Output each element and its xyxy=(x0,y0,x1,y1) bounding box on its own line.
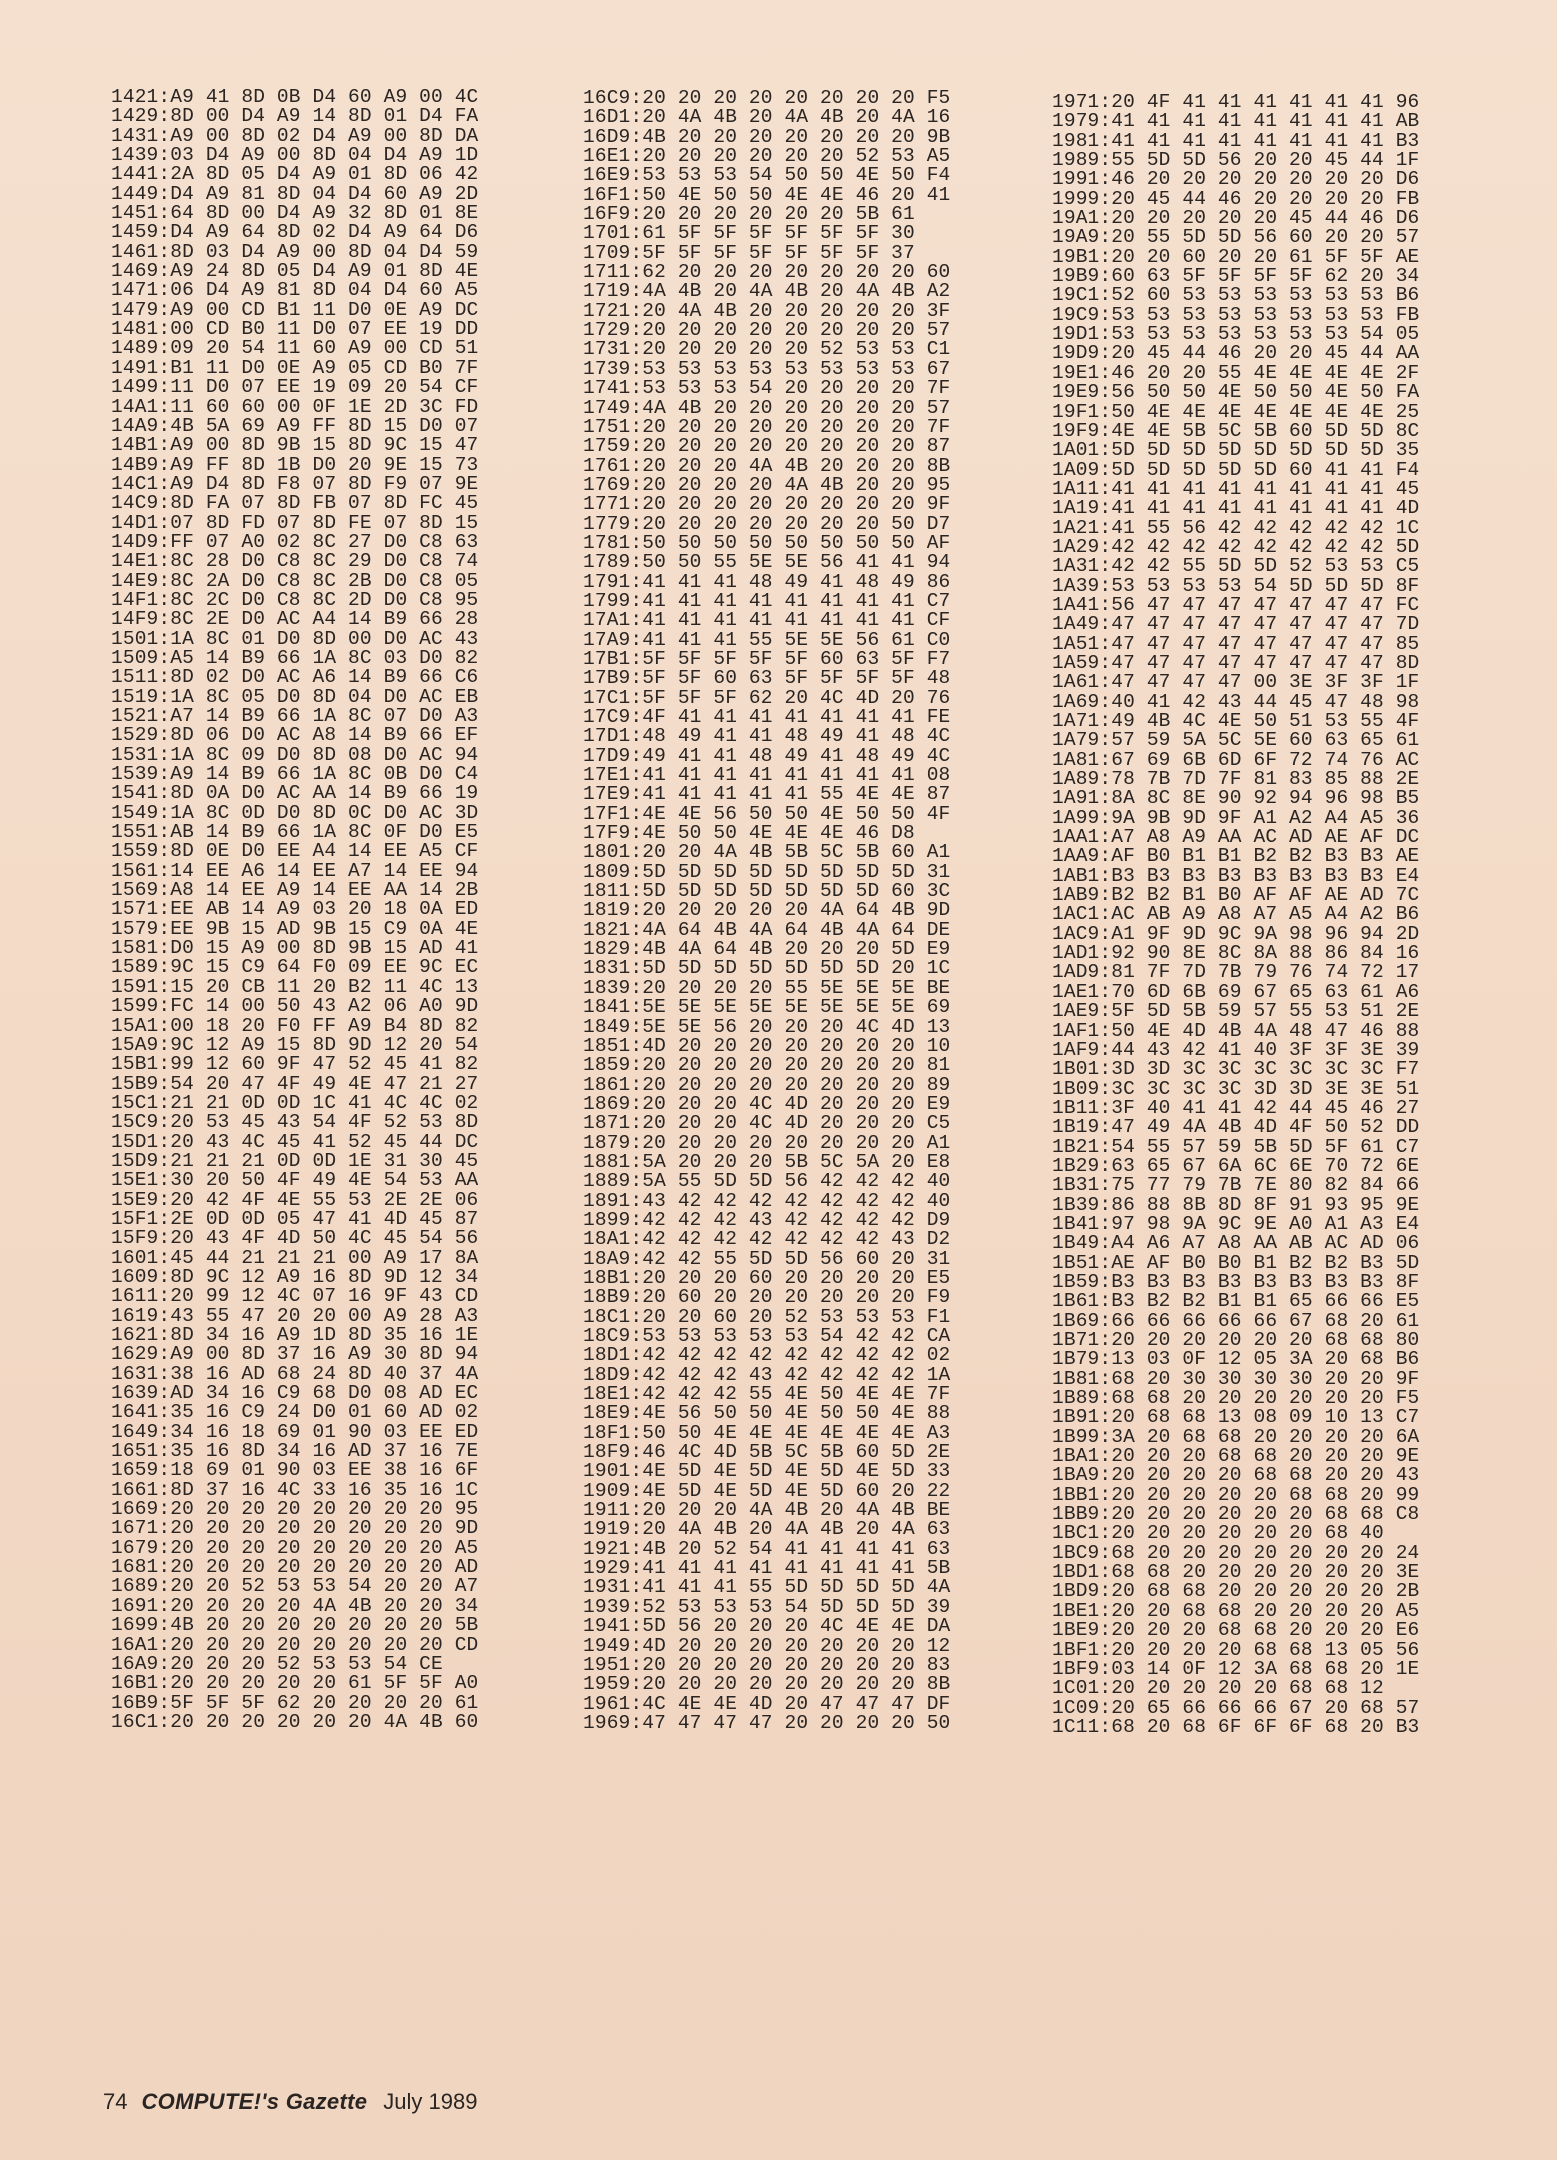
hex-listing-line: 1AF9:44 43 42 41 40 3F 3F 3E 39 xyxy=(1052,1038,1420,1061)
hex-listing-line: 1BD9:20 68 68 20 20 20 20 20 2B xyxy=(1052,1580,1420,1603)
hex-listing-line: 19F1:50 4E 4E 4E 4E 4E 4E 4E 25 xyxy=(1052,400,1420,423)
hex-listing-line: 1441:2A 8D 05 D4 A9 01 8D 06 42 xyxy=(111,163,479,186)
hex-listing-line: 1739:53 53 53 53 53 53 53 53 67 xyxy=(583,357,951,380)
hex-listing-line: 1B49:A4 A6 A7 A8 AA AB AC AD 06 xyxy=(1052,1232,1420,1255)
hex-listing-line: 1819:20 20 20 20 20 4A 64 4B 9D xyxy=(583,899,951,922)
hex-listing-line: 1B69:66 66 66 66 66 67 68 20 61 xyxy=(1052,1309,1420,1332)
hex-listing-line: 1BE1:20 20 68 68 20 20 20 20 A5 xyxy=(1052,1599,1420,1622)
hex-listing-line: 15B9:54 20 47 4F 49 4E 47 21 27 xyxy=(111,1072,479,1095)
hex-listing-line: 1861:20 20 20 20 20 20 20 20 89 xyxy=(583,1073,951,1096)
hex-listing-line: 1641:35 16 C9 24 D0 01 60 AD 02 xyxy=(111,1401,479,1424)
hex-listing-line: 1781:50 50 50 50 50 50 50 50 AF xyxy=(583,531,951,554)
hex-listing-line: 1C01:20 20 20 20 20 68 68 12 xyxy=(1052,1677,1384,1700)
hex-listing-line: 1A31:42 42 55 5D 5D 52 53 53 C5 xyxy=(1052,555,1420,578)
hex-listing-line: 1469:A9 24 8D 05 D4 A9 01 8D 4E xyxy=(111,260,479,283)
hex-listing-line: 14D9:FF 07 A0 02 8C 27 D0 C8 63 xyxy=(111,530,479,553)
hex-listing-line: 1799:41 41 41 41 41 41 41 41 C7 xyxy=(583,589,951,612)
hex-listing-line: 1899:42 42 42 43 42 42 42 42 D9 xyxy=(583,1208,951,1231)
hex-listing-line: 1631:38 16 AD 68 24 8D 40 37 4A xyxy=(111,1362,479,1385)
hex-listing-line: 1AE1:70 6D 6B 69 67 65 63 61 A6 xyxy=(1052,980,1420,1003)
hex-listing-line: 19B9:60 63 5F 5F 5F 5F 62 20 34 xyxy=(1052,265,1420,288)
hex-listing-line: 1AE9:5F 5D 5B 59 57 55 53 51 2E xyxy=(1052,1000,1420,1023)
hex-listing-line: 16E9:53 53 53 54 50 50 4E 50 F4 xyxy=(583,164,951,187)
hex-listing-line: 1769:20 20 20 20 4A 4B 20 20 95 xyxy=(583,473,951,496)
hex-listing-line: 1661:8D 37 16 4C 33 16 35 16 1C xyxy=(111,1478,479,1501)
hex-listing-line: 1851:4D 20 20 20 20 20 20 20 10 xyxy=(583,1034,951,1057)
hex-listing-line: 1881:5A 20 20 20 5B 5C 5A 20 E8 xyxy=(583,1150,951,1173)
hex-listing-line: 15C1:21 21 0D 0D 1C 41 4C 4C 02 xyxy=(111,1091,479,1114)
hex-listing-line: 1BB9:20 20 20 20 20 20 68 68 C8 xyxy=(1052,1503,1420,1526)
hex-listing-line: 1859:20 20 20 20 20 20 20 20 81 xyxy=(583,1054,951,1077)
hex-listing-line: 1BF9:03 14 0F 12 3A 68 68 20 1E xyxy=(1052,1657,1420,1680)
hex-listing-line: 19E1:46 20 20 55 4E 4E 4E 4E 2F xyxy=(1052,361,1420,384)
hex-listing-line: 1521:A7 14 B9 66 1A 8C 07 D0 A3 xyxy=(111,705,479,727)
hex-listing-line: 1971:20 4F 41 41 41 41 41 41 96 xyxy=(1052,91,1420,113)
hex-listing-line: 1491:B1 11 D0 0E A9 05 CD B0 7F xyxy=(111,356,479,379)
hex-listing-line: 1B79:13 03 0F 12 05 3A 20 68 B6 xyxy=(1052,1348,1420,1371)
hex-listing-line: 1B11:3F 40 41 41 42 44 45 46 27 xyxy=(1052,1096,1420,1119)
hex-listing-line: 1BB1:20 20 20 20 20 68 68 20 99 xyxy=(1052,1483,1420,1506)
hex-listing-line: 1671:20 20 20 20 20 20 20 20 9D xyxy=(111,1517,479,1540)
hex-listing-line: 1911:20 20 20 4A 4B 20 4A 4B BE xyxy=(583,1499,951,1522)
hex-listing-line: 1B51:AE AF B0 B0 B1 B2 B2 B3 5D xyxy=(1052,1251,1420,1274)
hex-listing-line: 1A89:78 7B 7D 7F 81 83 85 88 2E xyxy=(1052,768,1420,791)
hex-listing-line: 15B1:99 12 60 9F 47 52 45 41 82 xyxy=(111,1053,479,1076)
hex-listing-line: 15D1:20 43 4C 45 41 52 45 44 DC xyxy=(111,1130,479,1153)
hex-listing-line: 15D9:21 21 21 0D 0D 1E 31 30 45 xyxy=(111,1149,479,1172)
hex-listing-line: 1BC1:20 20 20 20 20 20 68 40 xyxy=(1052,1522,1384,1545)
hex-listing-line: 1AF1:50 4E 4D 4B 4A 48 47 46 88 xyxy=(1052,1019,1420,1042)
hex-listing-column-1 xyxy=(111,88,478,1732)
hex-listing-line: 1B39:86 88 8B 8D 8F 91 93 95 9E xyxy=(1052,1193,1420,1216)
hex-listing-line: 1AB9:B2 B2 B1 B0 AF AF AE AD 7C xyxy=(1052,884,1420,907)
hex-listing-line: 16D1:20 4A 4B 20 4A 4B 20 4A 16 xyxy=(583,106,951,129)
hex-listing-line: 1561:14 EE A6 14 EE A7 14 EE 94 xyxy=(111,859,479,882)
hex-listing-line: 1501:1A 8C 01 D0 8D 00 D0 AC 43 xyxy=(111,627,479,650)
hex-listing-line: 19A9:20 55 5D 5D 56 60 20 20 57 xyxy=(1052,226,1420,249)
hex-listing-line: 1A21:41 55 56 42 42 42 42 42 1C xyxy=(1052,516,1420,539)
hex-listing-line: 1809:5D 5D 5D 5D 5D 5D 5D 5D 31 xyxy=(583,860,951,883)
hex-listing-line: 16D9:4B 20 20 20 20 20 20 20 9B xyxy=(583,125,951,148)
hex-listing-line: 1719:4A 4B 20 4A 4B 20 4A 4B A2 xyxy=(583,280,951,303)
hex-listing-line: 18E1:42 42 42 55 4E 50 4E 4E 7F xyxy=(583,1383,951,1406)
hex-listing-line: 1869:20 20 20 4C 4D 20 20 20 E9 xyxy=(583,1092,951,1115)
hex-listing-line: 17E9:41 41 41 41 41 55 4E 4E 87 xyxy=(583,783,951,806)
hex-listing-line: 14A9:4B 5A 69 A9 FF 8D 15 D0 07 xyxy=(111,414,479,437)
hex-listing-line: 1B21:54 55 57 59 5B 5D 5F 61 C7 xyxy=(1052,1135,1420,1158)
hex-listing-line: 18E9:4E 56 50 50 4E 50 50 4E 88 xyxy=(583,1402,951,1425)
hex-listing-line: 1A61:47 47 47 47 00 3E 3F 3F 1F xyxy=(1052,671,1420,694)
hex-listing-line: 1901:4E 5D 4E 5D 4E 5D 4E 5D 33 xyxy=(583,1460,951,1483)
hex-listing-line: 19A1:20 20 20 20 20 45 44 46 D6 xyxy=(1052,207,1420,230)
hex-listing-line: 1539:A9 14 B9 66 1A 8C 0B D0 C4 xyxy=(111,763,479,786)
hex-listing-line: 1611:20 99 12 4C 07 16 9F 43 CD xyxy=(111,1285,479,1308)
hex-listing-line: 1751:20 20 20 20 20 20 20 20 7F xyxy=(583,415,951,438)
hex-listing-line: 1591:15 20 CB 11 20 B2 11 4C 13 xyxy=(111,975,479,998)
hex-listing-line: 1579:EE 9B 15 AD 9B 15 C9 0A 4E xyxy=(111,917,479,940)
hex-listing-line: 1791:41 41 41 48 49 41 48 49 86 xyxy=(583,570,951,593)
hex-listing-line: 1619:43 55 47 20 20 00 A9 28 A3 xyxy=(111,1304,479,1327)
hex-listing-line: 1A69:40 41 42 43 44 45 47 48 98 xyxy=(1052,690,1420,713)
hex-listing-line: 18A9:42 42 55 5D 5D 56 60 20 31 xyxy=(583,1247,951,1270)
hex-listing-line: 1759:20 20 20 20 20 20 20 20 87 xyxy=(583,435,951,458)
hex-listing-line: 19D1:53 53 53 53 53 53 53 54 05 xyxy=(1052,323,1420,346)
hex-listing-line: 1931:41 41 41 55 5D 5D 5D 5D 4A xyxy=(583,1576,951,1599)
hex-listing-line: 18A1:42 42 42 42 42 42 42 43 D2 xyxy=(583,1228,951,1251)
hex-listing-line: 1B19:47 49 4A 4B 4D 4F 50 52 DD xyxy=(1052,1116,1420,1139)
hex-listing-line: 1BD1:68 68 20 20 20 20 20 20 3E xyxy=(1052,1561,1420,1584)
hex-listing-line: 16F9:20 20 20 20 20 20 5B 61 xyxy=(583,203,915,226)
hex-listing-line: 1549:1A 8C 0D D0 8D 0C D0 AC 3D xyxy=(111,801,479,824)
hex-listing-line: 1909:4E 5D 4E 5D 4E 5D 60 20 22 xyxy=(583,1479,951,1502)
hex-listing-line: 1B09:3C 3C 3C 3C 3D 3D 3E 3E 51 xyxy=(1052,1077,1420,1100)
hex-listing-line: 1559:8D 0E D0 EE A4 14 EE A5 CF xyxy=(111,840,479,863)
hex-listing-line: 1961:4C 4E 4E 4D 20 47 47 47 DF xyxy=(583,1692,951,1715)
hex-listing-line: 1BA1:20 20 20 68 68 20 20 20 9E xyxy=(1052,1445,1420,1468)
hex-listing-line: 1A09:5D 5D 5D 5D 5D 60 41 41 F4 xyxy=(1052,458,1420,481)
hex-listing-line: 17D1:48 49 41 41 48 49 41 48 4C xyxy=(583,725,951,748)
hex-listing-line: 1B81:68 20 30 30 30 30 20 20 9F xyxy=(1052,1367,1420,1390)
hex-listing-line: 1841:5E 5E 5E 5E 5E 5E 5E 5E 69 xyxy=(583,996,951,1019)
hex-listing-line: 16F1:50 4E 50 50 4E 4E 46 20 41 xyxy=(583,183,951,206)
hex-listing-line: 1729:20 20 20 20 20 20 20 20 57 xyxy=(583,319,951,342)
hex-listing-line: 19E9:56 50 50 4E 50 50 4E 50 FA xyxy=(1052,381,1420,404)
hex-listing-line: 1951:20 20 20 20 20 20 20 20 83 xyxy=(583,1653,951,1676)
magazine-title: COMPUTE!'s Gazette xyxy=(141,2089,368,2114)
hex-listing-line: 18F1:50 50 4E 4E 4E 4E 4E 4E A3 xyxy=(583,1421,951,1444)
hex-listing-line: 1A29:42 42 42 42 42 42 42 42 5D xyxy=(1052,535,1420,558)
hex-listing-line: 1A41:56 47 47 47 47 47 47 47 FC xyxy=(1052,593,1420,616)
hex-listing-line: 1829:4B 4A 64 4B 20 20 20 5D E9 xyxy=(583,938,951,961)
hex-listing-line: 14E9:8C 2A D0 C8 8C 2B D0 C8 05 xyxy=(111,569,479,592)
hex-listing-line: 1B91:20 68 68 13 08 09 10 13 C7 xyxy=(1052,1406,1420,1429)
hex-listing-line: 1B71:20 20 20 20 20 20 68 68 80 xyxy=(1052,1329,1420,1351)
hex-listing-line: 1B01:3D 3D 3C 3C 3C 3C 3C 3C F7 xyxy=(1052,1058,1420,1081)
hex-listing-line: 1779:20 20 20 20 20 20 20 50 D7 xyxy=(583,512,951,535)
hex-listing-line: 1831:5D 5D 5D 5D 5D 5D 5D 20 1C xyxy=(583,957,951,980)
hex-listing-line: 1749:4A 4B 20 20 20 20 20 20 57 xyxy=(583,396,951,419)
hex-listing-line: 15A1:00 18 20 F0 FF A9 B4 8D 82 xyxy=(111,1014,479,1037)
hex-listing-line: 15A9:9C 12 A9 15 8D 9D 12 20 54 xyxy=(111,1033,479,1056)
hex-listing-line: 1AB1:B3 B3 B3 B3 B3 B3 B3 B3 E4 xyxy=(1052,864,1420,887)
hex-listing-line: 1701:61 5F 5F 5F 5F 5F 5F 30 xyxy=(583,222,915,245)
hex-listing-line: 1A11:41 41 41 41 41 41 41 41 45 xyxy=(1052,477,1420,500)
hex-listing-line: 1511:8D 02 D0 AC A6 14 B9 66 C6 xyxy=(111,666,479,689)
hex-listing-line: 1839:20 20 20 20 55 5E 5E 5E BE xyxy=(583,976,951,999)
hex-listing-line: 1991:46 20 20 20 20 20 20 20 D6 xyxy=(1052,168,1420,191)
hex-listing-line: 1691:20 20 20 20 4A 4B 20 20 34 xyxy=(111,1594,479,1617)
hex-listing-line: 1A01:5D 5D 5D 5D 5D 5D 5D 5D 35 xyxy=(1052,439,1420,462)
hex-listing-line: 1C09:20 65 66 66 66 67 20 68 57 xyxy=(1052,1696,1420,1719)
hex-listing-line: 16C1:20 20 20 20 20 20 4A 4B 60 xyxy=(111,1710,479,1733)
hex-listing-line: 14E1:8C 28 D0 C8 8C 29 D0 C8 74 xyxy=(111,550,479,573)
hex-listing-line: 19B1:20 20 60 20 20 61 5F 5F AE xyxy=(1052,245,1420,268)
hex-listing-line: 17F1:4E 4E 56 50 50 4E 50 50 4F xyxy=(583,802,951,825)
hex-listing-line: 1649:34 16 18 69 01 90 03 EE ED xyxy=(111,1420,479,1443)
hex-listing-line: 1541:8D 0A D0 AC AA 14 B9 66 19 xyxy=(111,782,479,805)
hex-listing-line: 1451:64 8D 00 D4 A9 32 8D 01 8E xyxy=(111,202,479,225)
hex-listing-line: 16B1:20 20 20 20 20 61 5F 5F A0 xyxy=(111,1672,479,1695)
hex-listing-line: 14B9:A9 FF 8D 1B D0 20 9E 15 73 xyxy=(111,453,479,476)
hex-listing-line: 1481:00 CD B0 11 D0 07 EE 19 DD xyxy=(111,318,479,341)
hex-listing-line: 14D1:07 8D FD 07 8D FE 07 8D 15 xyxy=(111,511,479,534)
hex-listing-line: 1689:20 20 52 53 53 54 20 20 A7 xyxy=(111,1575,479,1598)
hex-listing-line: 14C9:8D FA 07 8D FB 07 8D FC 45 xyxy=(111,492,479,515)
hex-listing-line: 1B89:68 68 20 20 20 20 20 20 F5 xyxy=(1052,1387,1420,1410)
hex-listing-line: 1AA9:AF B0 B1 B1 B2 B2 B3 B3 AE xyxy=(1052,845,1420,868)
hex-listing-line: 1BF1:20 20 20 20 68 68 13 05 56 xyxy=(1052,1638,1420,1661)
hex-listing-column-2 xyxy=(583,89,950,1733)
hex-listing-line: 1679:20 20 20 20 20 20 20 20 A5 xyxy=(111,1536,479,1559)
hex-listing-line: 1529:8D 06 D0 AC A8 14 B9 66 EF xyxy=(111,724,479,747)
hex-listing-line: 19C9:53 53 53 53 53 53 53 53 FB xyxy=(1052,303,1420,326)
hex-listing-line: 16C9:20 20 20 20 20 20 20 20 F5 xyxy=(583,87,951,109)
hex-listing-line: 1771:20 20 20 20 20 20 20 20 9F xyxy=(583,493,951,516)
hex-listing-line: 1B99:3A 20 68 68 20 20 20 20 6A xyxy=(1052,1425,1420,1448)
hex-listing-line: 1599:FC 14 00 50 43 A2 06 A0 9D xyxy=(111,995,479,1018)
hex-listing-line: 1AC1:AC AB A9 A8 A7 A5 A4 A2 B6 xyxy=(1052,903,1420,926)
hex-listing-line: 1AC9:A1 9F 9D 9C 9A 98 96 94 2D xyxy=(1052,922,1420,945)
hex-listing-line: 1941:5D 56 20 20 20 4C 4E 4E DA xyxy=(583,1615,951,1638)
hex-listing-line: 1BA9:20 20 20 20 68 68 20 20 43 xyxy=(1052,1464,1420,1487)
hex-listing-line: 1461:8D 03 D4 A9 00 8D 04 D4 59 xyxy=(111,240,479,263)
hex-listing-line: 1B31:75 77 79 7B 7E 80 82 84 66 xyxy=(1052,1174,1420,1197)
hex-listing-line: 1811:5D 5D 5D 5D 5D 5D 5D 60 3C xyxy=(583,880,951,903)
hex-listing-line: 17A9:41 41 41 55 5E 5E 56 61 C0 xyxy=(583,628,951,651)
hex-listing-line: 1889:5A 55 5D 5D 56 42 42 42 40 xyxy=(583,1170,951,1193)
hex-listing-line: 1A49:47 47 47 47 47 47 47 47 7D xyxy=(1052,613,1420,636)
hex-listing-line: 1629:A9 00 8D 37 16 A9 30 8D 94 xyxy=(111,1343,479,1366)
hex-listing-line: 1601:45 44 21 21 21 00 A9 17 8A xyxy=(111,1246,479,1269)
hex-listing-line: 1449:D4 A9 81 8D 04 D4 60 A9 2D xyxy=(111,182,479,205)
hex-listing-line: 1509:A5 14 B9 66 1A 8C 03 D0 82 xyxy=(111,646,479,669)
hex-listing-line: 1609:8D 9C 12 A9 16 8D 9D 12 34 xyxy=(111,1265,479,1288)
hex-listing-line: 15F1:2E 0D 0D 05 47 41 4D 45 87 xyxy=(111,1207,479,1230)
hex-listing-line: 1721:20 4A 4B 20 20 20 20 20 3F xyxy=(583,299,951,322)
hex-listing-line: 1919:20 4A 4B 20 4A 4B 20 4A 63 xyxy=(583,1518,951,1541)
hex-listing-line: 1A91:8A 8C 8E 90 92 94 96 98 B5 xyxy=(1052,787,1420,810)
hex-listing-line: 1669:20 20 20 20 20 20 20 20 95 xyxy=(111,1498,479,1521)
hex-listing-line: 1499:11 D0 07 EE 19 09 20 54 CF xyxy=(111,376,479,399)
hex-listing-line: 1849:5E 5E 56 20 20 20 4C 4D 13 xyxy=(583,1015,951,1038)
hex-listing-column-3 xyxy=(1052,93,1419,1737)
hex-listing-line: 1699:4B 20 20 20 20 20 20 20 5B xyxy=(111,1614,479,1637)
hex-listing-line: 16E1:20 20 20 20 20 20 52 53 A5 xyxy=(583,145,951,168)
hex-listing-line: 14F1:8C 2C D0 C8 8C 2D D0 C8 95 xyxy=(111,588,479,611)
hex-listing-line: 1AD1:92 90 8E 8C 8A 88 86 84 16 xyxy=(1052,942,1420,965)
hex-listing-line: 1969:47 47 47 47 20 20 20 20 50 xyxy=(583,1711,951,1734)
hex-listing-line: 1A19:41 41 41 41 41 41 41 41 4D xyxy=(1052,497,1420,520)
hex-listing-line: 1891:43 42 42 42 42 42 42 42 40 xyxy=(583,1189,951,1212)
hex-listing-line: 18C9:53 53 53 53 53 54 42 42 CA xyxy=(583,1325,951,1347)
hex-listing-line: 1939:52 53 53 53 54 5D 5D 5D 39 xyxy=(583,1595,951,1618)
hex-listing-line: 1571:EE AB 14 A9 03 20 18 0A ED xyxy=(111,898,479,921)
hex-listing-line: 1581:D0 15 A9 00 8D 9B 15 AD 41 xyxy=(111,937,479,960)
hex-listing-line: 1871:20 20 20 4C 4D 20 20 20 C5 xyxy=(583,1112,951,1135)
hex-listing-line: 1681:20 20 20 20 20 20 20 20 AD xyxy=(111,1556,479,1579)
hex-listing-line: 1949:4D 20 20 20 20 20 20 20 12 xyxy=(583,1634,951,1657)
hex-listing-line: 1439:03 D4 A9 00 8D 04 D4 A9 1D xyxy=(111,144,479,167)
hex-listing-line: 1B61:B3 B2 B2 B1 B1 65 66 66 E5 xyxy=(1052,1290,1420,1313)
hex-listing-line: 1801:20 20 4A 4B 5B 5C 5B 60 A1 xyxy=(583,841,951,864)
hex-listing-line: 1709:5F 5F 5F 5F 5F 5F 5F 37 xyxy=(583,241,915,264)
hex-listing-line: 1BE9:20 20 20 68 68 20 20 20 E6 xyxy=(1052,1619,1420,1642)
hex-listing-line: 1A81:67 69 6B 6D 6F 72 74 76 AC xyxy=(1052,748,1420,771)
hex-listing-line: 16B9:5F 5F 5F 62 20 20 20 20 61 xyxy=(111,1691,479,1714)
hex-listing-line: 17B1:5F 5F 5F 5F 5F 60 63 5F F7 xyxy=(583,647,951,670)
hex-listing-line: 14C1:A9 D4 8D F8 07 8D F9 07 9E xyxy=(111,472,479,495)
hex-listing-line: 15C9:20 53 45 43 54 4F 52 53 8D xyxy=(111,1111,479,1134)
hex-listing-line: 1B29:63 65 67 6A 6C 6E 70 72 6E xyxy=(1052,1154,1420,1177)
hex-listing-line: 18B1:20 20 20 60 20 20 20 20 E5 xyxy=(583,1266,951,1289)
hex-listing-line: 1989:55 5D 5D 56 20 20 45 44 1F xyxy=(1052,149,1420,172)
hex-listing-line: 17E1:41 41 41 41 41 41 41 41 08 xyxy=(583,764,951,787)
hex-listing-line: 1BC9:68 20 20 20 20 20 20 20 24 xyxy=(1052,1541,1420,1564)
hex-listing-line: 1789:50 50 55 5E 5E 56 41 41 94 xyxy=(583,551,951,574)
hex-listing-line: 1C11:68 20 68 6F 6F 6F 68 20 B3 xyxy=(1052,1715,1420,1738)
hex-listing-line: 1981:41 41 41 41 41 41 41 41 B3 xyxy=(1052,129,1420,152)
hex-listing-line: 1879:20 20 20 20 20 20 20 20 A1 xyxy=(583,1131,951,1154)
hex-listing-line: 1AA1:A7 A8 A9 AA AC AD AE AF DC xyxy=(1052,826,1420,849)
page-number: 74 xyxy=(103,2089,128,2114)
hex-listing-line: 17A1:41 41 41 41 41 41 41 41 CF xyxy=(583,609,951,632)
hex-listing-line: 1429:8D 00 D4 A9 14 8D 01 D4 FA xyxy=(111,105,479,128)
hex-listing-line: 1821:4A 64 4B 4A 64 4B 4A 64 DE xyxy=(583,918,951,941)
hex-listing-line: 1531:1A 8C 09 D0 8D 08 D0 AC 94 xyxy=(111,743,479,766)
hex-listing-line: 15E1:30 20 50 4F 49 4E 54 53 AA xyxy=(111,1169,479,1192)
hex-listing-line: 1999:20 45 44 46 20 20 20 20 FB xyxy=(1052,187,1420,210)
hex-listing-line: 1479:A9 00 CD B1 11 D0 0E A9 DC xyxy=(111,298,479,321)
hex-listing-line: 1731:20 20 20 20 20 52 53 53 C1 xyxy=(583,338,951,361)
hex-listing-line: 1921:4B 20 52 54 41 41 41 41 63 xyxy=(583,1537,951,1560)
hex-listing-line: 18C1:20 20 60 20 52 53 53 53 F1 xyxy=(583,1305,951,1328)
hex-listing-line: 1929:41 41 41 41 41 41 41 41 5B xyxy=(583,1557,951,1580)
hex-listing-line: 1551:AB 14 B9 66 1A 8C 0F D0 E5 xyxy=(111,821,479,844)
hex-listing-line: 1471:06 D4 A9 81 8D 04 D4 60 A5 xyxy=(111,279,479,302)
hex-listing-line: 1A71:49 4B 4C 4E 50 51 53 55 4F xyxy=(1052,710,1420,732)
hex-listing-line: 15F9:20 43 4F 4D 50 4C 45 54 56 xyxy=(111,1227,479,1250)
hex-listing-line: 17B9:5F 5F 60 63 5F 5F 5F 5F 48 xyxy=(583,667,951,690)
hex-listing-line: 19F9:4E 4E 5B 5C 5B 60 5D 5D 8C xyxy=(1052,419,1420,442)
hex-listing-line: 1569:A8 14 EE A9 14 EE AA 14 2B xyxy=(111,879,479,902)
hex-listing-line: 16A1:20 20 20 20 20 20 20 20 CD xyxy=(111,1633,479,1656)
hex-listing-line: 1B59:B3 B3 B3 B3 B3 B3 B3 B3 8F xyxy=(1052,1270,1420,1293)
hex-listing-line: 14F9:8C 2E D0 AC A4 14 B9 66 28 xyxy=(111,608,479,631)
hex-listing-line: 1959:20 20 20 20 20 20 20 20 8B xyxy=(583,1673,951,1696)
hex-listing-line: 1639:AD 34 16 C9 68 D0 08 AD EC xyxy=(111,1382,479,1405)
hex-listing-line: 1761:20 20 20 4A 4B 20 20 20 8B xyxy=(583,454,951,477)
hex-listing-line: 18D1:42 42 42 42 42 42 42 42 02 xyxy=(583,1344,951,1367)
hex-listing-line: 18F9:46 4C 4D 5B 5C 5B 60 5D 2E xyxy=(583,1441,951,1464)
page-footer xyxy=(103,2089,477,2115)
hex-listing-line: 18B9:20 60 20 20 20 20 20 20 F9 xyxy=(583,1286,951,1309)
hex-listing-line: 1AD9:81 7F 7D 7B 79 76 74 72 17 xyxy=(1052,961,1420,984)
hex-listing-line: 1741:53 53 53 54 20 20 20 20 7F xyxy=(583,377,951,400)
hex-listing-line: 1A39:53 53 53 53 54 5D 5D 5D 8F xyxy=(1052,574,1420,597)
hex-listing-line: 1431:A9 00 8D 02 D4 A9 00 8D DA xyxy=(111,124,479,147)
hex-listing-line: 1A79:57 59 5A 5C 5E 60 63 65 61 xyxy=(1052,729,1420,752)
hex-listing-line: 17D9:49 41 41 48 49 41 48 49 4C xyxy=(583,744,951,767)
hex-listing-line: 17C9:4F 41 41 41 41 41 41 41 FE xyxy=(583,706,951,728)
hex-listing-line: 1651:35 16 8D 34 16 AD 37 16 7E xyxy=(111,1440,479,1463)
hex-listing-line: 14B1:A9 00 8D 9B 15 8D 9C 15 47 xyxy=(111,434,479,457)
hex-listing-line: 17C1:5F 5F 5F 62 20 4C 4D 20 76 xyxy=(583,686,951,709)
hex-listing-line: 17F9:4E 50 50 4E 4E 4E 46 D8 xyxy=(583,822,915,845)
hex-listing-line: 14A1:11 60 60 00 0F 1E 2D 3C FD xyxy=(111,395,479,418)
hex-listing-line: 16A9:20 20 20 52 53 53 54 CE xyxy=(111,1652,443,1675)
hex-listing-line: 1A59:47 47 47 47 47 47 47 47 8D xyxy=(1052,651,1420,674)
hex-listing-line: 15E9:20 42 4F 4E 55 53 2E 2E 06 xyxy=(111,1188,479,1211)
hex-listing-line: 1589:9C 15 C9 64 F0 09 EE 9C EC xyxy=(111,956,479,979)
issue-date: July 1989 xyxy=(383,2089,478,2114)
hex-listing-line: 1B41:97 98 9A 9C 9E A0 A1 A3 E4 xyxy=(1052,1212,1420,1235)
hex-listing-line: 1659:18 69 01 90 03 EE 38 16 6F xyxy=(111,1459,479,1482)
hex-listing-line: 19C1:52 60 53 53 53 53 53 53 B6 xyxy=(1052,284,1420,307)
hex-listing-line: 1979:41 41 41 41 41 41 41 41 AB xyxy=(1052,110,1420,133)
hex-listing-line: 1489:09 20 54 11 60 A9 00 CD 51 xyxy=(111,337,479,360)
hex-listing-line: 19D9:20 45 44 46 20 20 45 44 AA xyxy=(1052,342,1420,365)
hex-listing-line: 1459:D4 A9 64 8D 02 D4 A9 64 D6 xyxy=(111,221,479,244)
hex-listing-line: 1421:A9 41 8D 0B D4 60 A9 00 4C xyxy=(111,86,479,108)
hex-listing-line: 1519:1A 8C 05 D0 8D 04 D0 AC EB xyxy=(111,685,479,708)
hex-listing-line: 1621:8D 34 16 A9 1D 8D 35 16 1E xyxy=(111,1324,479,1346)
hex-listing-line: 1A99:9A 9B 9D 9F A1 A2 A4 A5 36 xyxy=(1052,806,1420,829)
hex-listing-line: 18D9:42 42 42 43 42 42 42 42 1A xyxy=(583,1363,951,1386)
hex-listing-line: 1711:62 20 20 20 20 20 20 20 60 xyxy=(583,261,951,284)
hex-listing-line: 1A51:47 47 47 47 47 47 47 47 85 xyxy=(1052,632,1420,655)
